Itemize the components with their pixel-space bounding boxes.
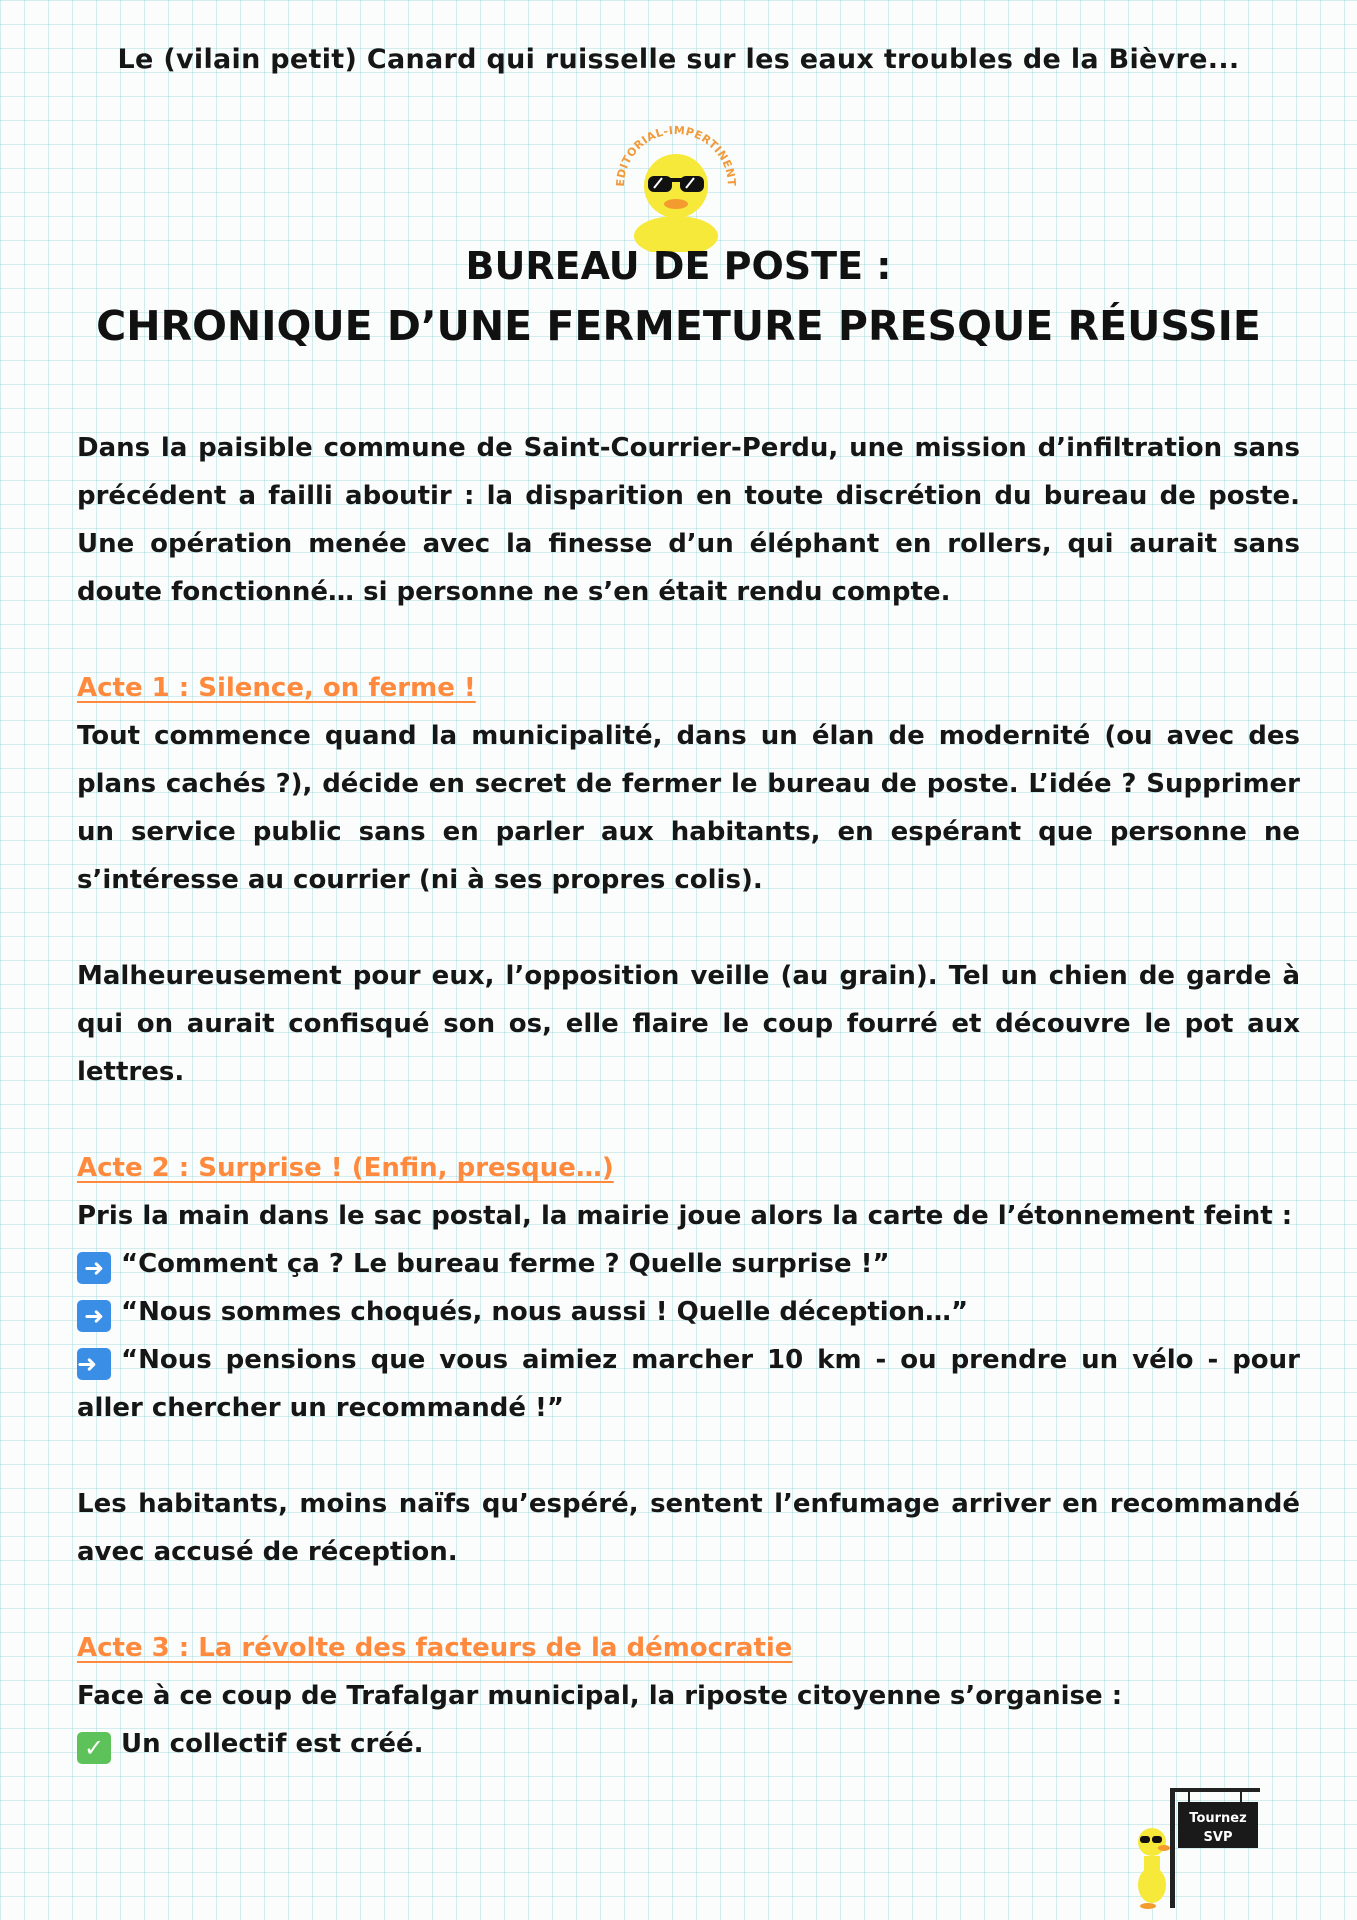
article-body (77, 424, 1300, 1768)
logo-text: EDITORIAL-IMPERTINENT (613, 123, 739, 187)
page-title-line2: CHRONIQUE D’UNE FERMETURE PRESQUE RÉUSSIE (96, 302, 1261, 350)
tagline: Le (vilain petit) Canard qui ruisselle sur les eaux troubles de la Bièvre... (117, 44, 1240, 75)
quote-item: ➜ “Nous pensions que vous aimiez marcher 10 km - ou prendre un vélo - pour aller chercher un recommandé !” (77, 1345, 1300, 1423)
right-arrow-icon: ➜ (77, 1300, 111, 1332)
right-arrow-icon: ➜ (77, 1348, 111, 1380)
duck-logo (596, 114, 756, 252)
right-arrow-icon: ➜ (77, 1252, 111, 1284)
act3-heading: Acte 3 : La révolte des facteurs de la démocratie (77, 1633, 793, 1663)
quote-item: ➜ “Nous sommes choqués, nous aussi ! Quelle déception…” (77, 1288, 1300, 1336)
quote-item: ➜ “Comment ça ? Le bureau ferme ? Quelle surprise !” (77, 1240, 1300, 1288)
act2-paragraph-2: Les habitants, moins naïfs qu’espéré, sentent l’enfumage arriver en recommandé avec accusé de réception. (77, 1489, 1300, 1567)
page-title-line1: BUREAU DE POSTE : (465, 244, 892, 288)
act2-paragraph-1: Pris la main dans le sac postal, la mairie joue alors la carte de l’étonnement feint : (77, 1201, 1293, 1231)
act3-paragraph-1: Face à ce coup de Trafalgar municipal, la riposte citoyenne s’organise : (77, 1681, 1123, 1711)
act1-paragraph-1: Tout commence quand la municipalité, dans un élan de modernité (ou avec des plans cachés ?), décide en secret de fermer le bureau de poste. L’idée ? Supprimer un service public sans en parler aux habitants, en espérant que personne ne s’intéresse au courrier (ni à ses propres colis). (77, 721, 1300, 895)
act1-paragraph-2: Malheureusement pour eux, l’opposition veille (au grain). Tel un chien de garde à qui on aurait confisqué son os, elle flaire le coup fourré et découvre le pot aux lettres. (77, 961, 1300, 1087)
intro-paragraph: Dans la paisible commune de Saint-Courrier-Perdu, une mission d’infiltration sans précédent a failli aboutir : la disparition en toute discrétion du bureau de poste. Une opération menée avec la finesse d’un éléphant en rollers, qui aurait sans doute fonctionné… si personne ne s’en était rendu compte. (77, 433, 1300, 607)
sign-text-line1: Tournez (1189, 1811, 1247, 1826)
small-duck-icon (1138, 1828, 1170, 1909)
checklist-item: ✓ Un collectif est créé. (77, 1720, 1300, 1768)
act1-heading: Acte 1 : Silence, on ferme ! (77, 673, 476, 703)
turn-page-sign (1130, 1780, 1270, 1910)
act2-heading: Acte 2 : Surprise ! (Enfin, presque…) (77, 1153, 614, 1183)
check-mark-icon: ✓ (77, 1732, 111, 1764)
sign-text-line2: SVP (1203, 1830, 1233, 1845)
